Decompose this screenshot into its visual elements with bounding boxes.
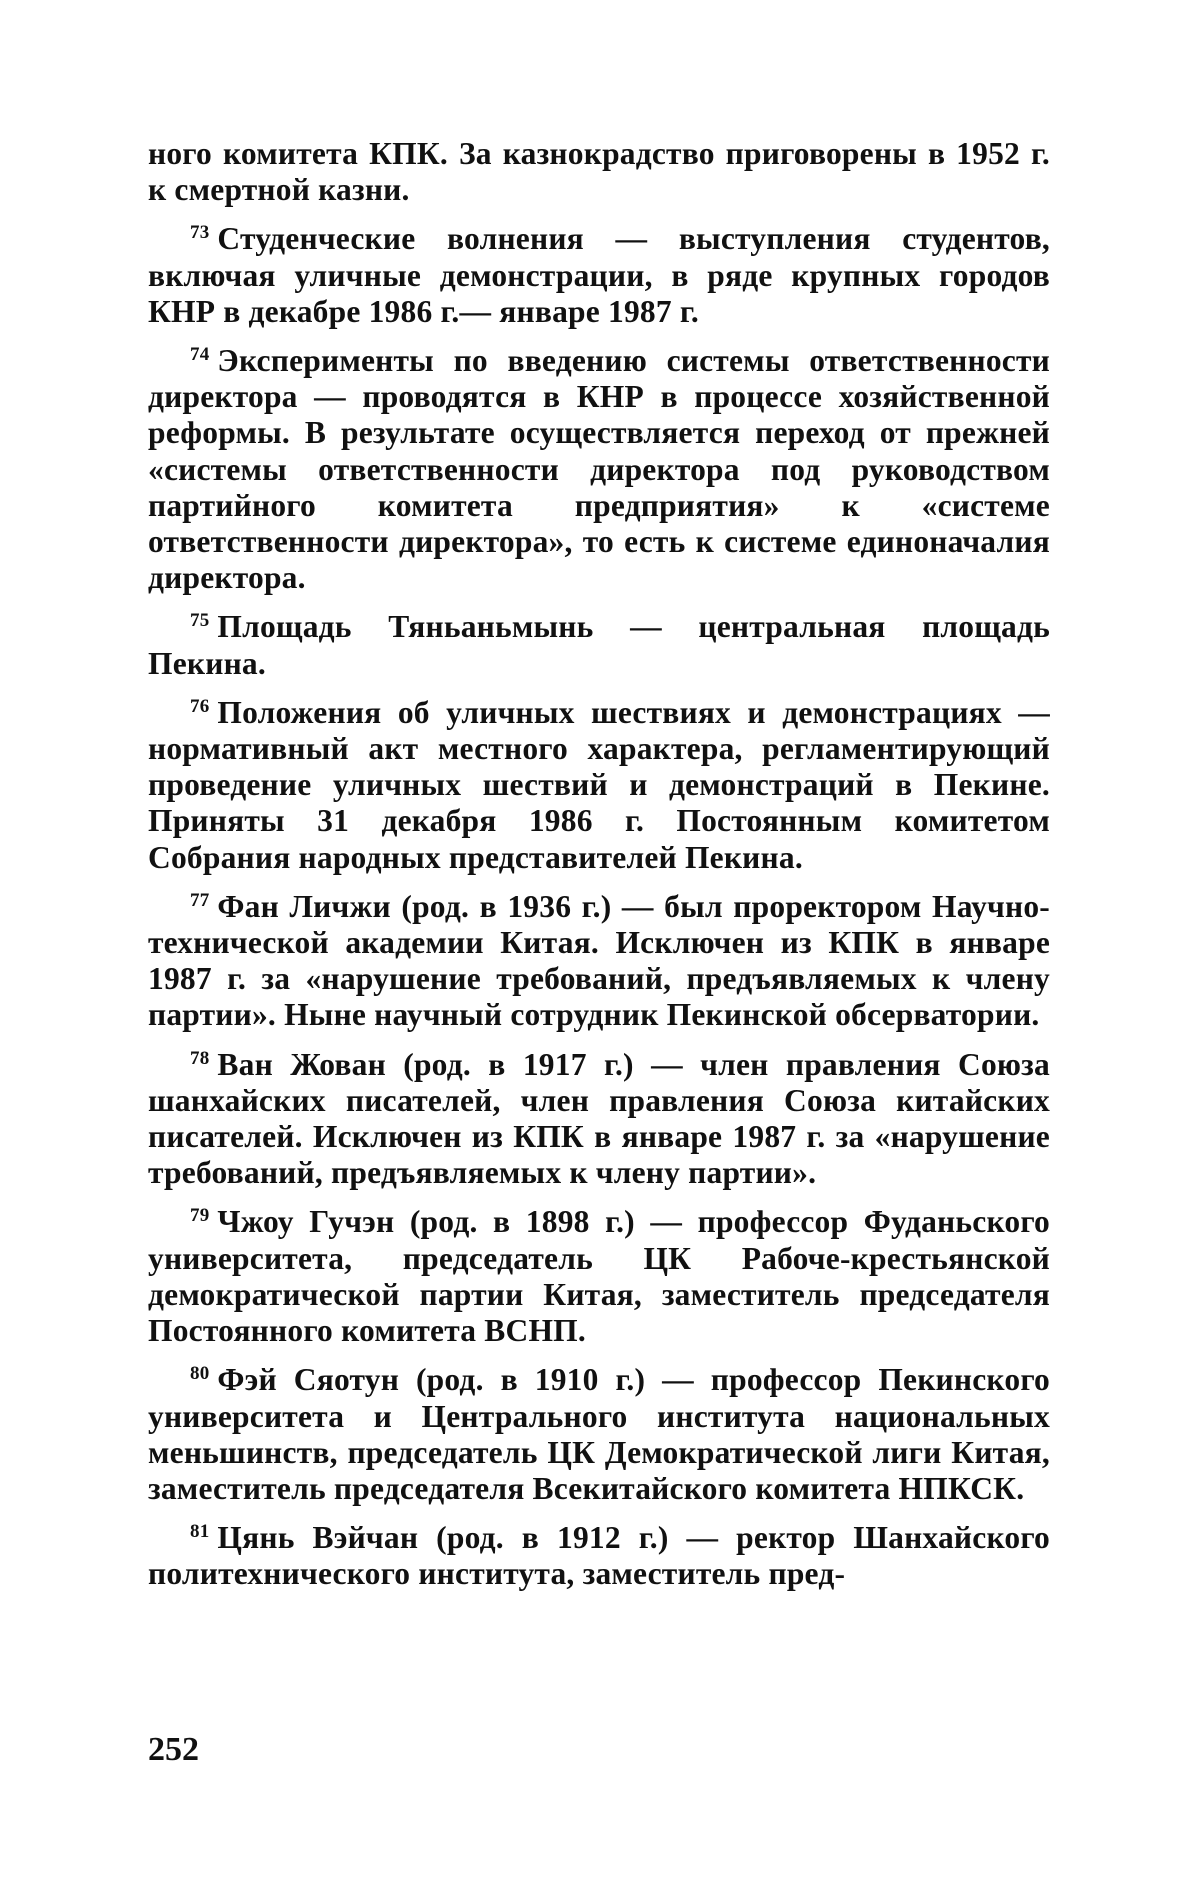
footnote-number: 75 — [190, 610, 210, 632]
footnote-number: 77 — [190, 889, 210, 911]
footnote-number: 74 — [190, 344, 210, 366]
footnote-number: 80 — [190, 1363, 210, 1385]
footnote-77 — [148, 889, 1050, 1034]
footnote-text: Фан Личжи (род. в 1936 г.) — был проректором Научно-технической академии Китая. Исключен из КПК в январе 1987 г. за «нарушение требований, предъявляемых к члену партии». Ныне научный сотрудник Пекинской обсерватории. — [148, 888, 1050, 1033]
footnote-number: 78 — [190, 1047, 210, 1069]
footnote-81 — [148, 1520, 1050, 1592]
footnote-text: Цянь Вэйчан (род. в 1912 г.) — ректор Шанхайского политехнического института, заместитель пред- — [148, 1520, 1050, 1592]
footnote-text: Эксперименты по введению системы ответственности директора — проводятся в КНР в процессе хозяйственной реформы. В результате осуществляется переход от прежней «системы ответственности директора под руководством партийного комитета предприятия» к «системе ответственности директора», то есть к системе единоначалия директора. — [148, 343, 1050, 596]
footnote-number: 76 — [190, 695, 210, 717]
continuation-text: ного комитета КПК. За казнокрадство приговорены в 1952 г. к смертной казни. — [148, 136, 1050, 208]
footnote-text: Чжоу Гучэн (род. в 1898 г.) — профессор Фуданьского университета, председатель ЦК Рабоче-крестьянской демократической партии Китая, заместитель председателя Постоянного комитета ВСНП. — [148, 1204, 1050, 1349]
footnote-74 — [148, 343, 1050, 596]
document-body — [148, 136, 1050, 1593]
footnote-73 — [148, 221, 1050, 330]
footnote-number: 79 — [190, 1205, 210, 1227]
footnote-76 — [148, 695, 1050, 876]
footnote-text: Положения об уличных шествиях и демонстрациях — нормативный акт местного характера, регламентирующий проведение уличных шествий и демонстраций в Пекине. Приняты 31 декабря 1986 г. Постоянным комитетом Собрания народных представителей Пекина. — [148, 694, 1050, 875]
footnote-text: Площадь Тяньаньмынь — центральная площадь Пекина. — [148, 609, 1050, 681]
footnote-75 — [148, 609, 1050, 681]
footnote-79 — [148, 1204, 1050, 1349]
footnote-text: Ван Жован (род. в 1917 г.) — член правления Союза шанхайских писателей, член правления Союза китайских писателей. Исключен из КПК в январе 1987 г. за «нарушение требований, предъявляемых к члену партии». — [148, 1046, 1050, 1191]
page-number: 252 — [148, 1731, 199, 1768]
footnote-text: Студенческие волнения — выступления студентов, включая уличные демонстрации, в ряде крупных городов КНР в декабре 1986 г.— январе 1987 г. — [148, 221, 1050, 329]
footnote-number: 73 — [190, 222, 210, 244]
footnote-80 — [148, 1362, 1050, 1507]
footnote-text: Фэй Сяотун (род. в 1910 г.) — профессор Пекинского университета и Центрального института национальных меньшинств, председатель ЦК Демократической лиги Китая, заместитель председателя Всекитайского комитета НПКСК. — [148, 1362, 1050, 1506]
footnote-number: 81 — [190, 1521, 210, 1543]
footnote-78 — [148, 1047, 1050, 1192]
